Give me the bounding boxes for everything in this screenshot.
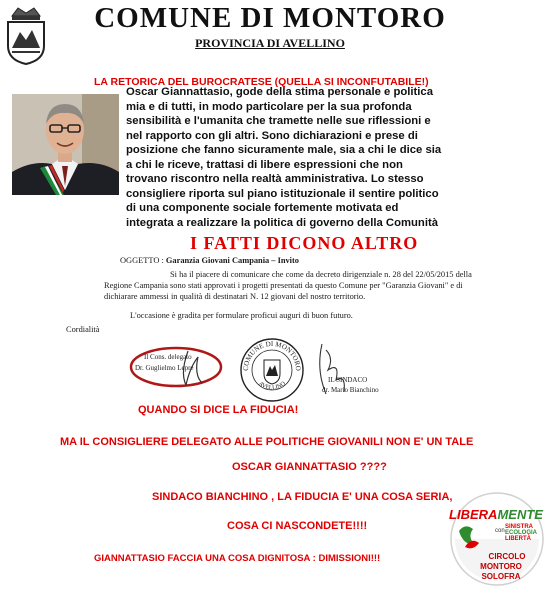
- logo-solofra: SOLOFRA: [481, 572, 521, 581]
- sindaco-label: IL SINDACO: [328, 376, 368, 384]
- comune-crest-icon: [4, 6, 48, 66]
- dimissioni-statement: GIANNATTASIO FACCIA UNA COSA DIGNITOSA : DIMISSIONI!!!: [94, 553, 381, 564]
- logo-liberta: LIBERTÀ: [505, 536, 531, 542]
- paragraph-line: consigliere riporta sul piano istituzionale il sentire politico: [126, 187, 439, 200]
- cons-delegato-label: Il Cons. delegato: [144, 353, 192, 361]
- sindaco-name: dr. Mario Bianchino: [322, 386, 379, 394]
- nascondete-statement: COSA CI NASCONDETE!!!!: [227, 520, 368, 532]
- letter-body: [104, 269, 536, 302]
- stamp-top-text: COMUNE DI MONTORO: [241, 339, 303, 372]
- subject-label: OGGETTO :: [120, 256, 164, 265]
- stamp-bottom-text: AVELLINO: [257, 380, 287, 392]
- paragraph-line: trovano riscontro nella realtà amministrativa. Lo stesso: [126, 173, 424, 185]
- letter-line: Regione Campania sono stati approvati i progetti presentati da questo Comune per "Garanzia Giovani" e di: [104, 281, 463, 290]
- oscar-statement: OSCAR GIANNATTASIO ????: [232, 461, 387, 473]
- logo-montoro: MONTORO: [480, 562, 522, 571]
- letter-line: dichiarare ammessi in qualità di destinatari N. 12 giovani del nostro territorio.: [104, 292, 366, 301]
- bianchino-statement: SINDACO BIANCHINO , LA FIDUCIA E' UNA COSA SERIA,: [152, 491, 453, 503]
- comune-stamp-icon: [236, 336, 308, 404]
- paragraph-line: nel rapporto con gli altri. Sono dichiarazioni e prese di: [126, 129, 418, 142]
- logo-ecologia: ECOLOGIA: [505, 530, 538, 536]
- consigliere-statement: MA IL CONSIGLIERE DELEGATO ALLE POLITICHE GIOVANILI NON E' UN TALE: [60, 436, 474, 448]
- letter-subject: [120, 256, 299, 265]
- fiducia-statement: QUANDO SI DICE LA FIDUCIA!: [138, 404, 299, 416]
- liberamente-logo-icon: [449, 491, 545, 587]
- logo-brand-right: MENTE: [497, 507, 543, 522]
- statement-paragraph: [126, 85, 536, 230]
- logo-brand-left: LIBERA: [449, 507, 498, 522]
- paragraph-line: di una componente sociale fortemente motivata ed: [126, 202, 399, 214]
- letter-closing: L'occasione è gradita per formulare proficui auguri di buon futuro.: [130, 311, 353, 320]
- paragraph-line: Oscar Giannattasio, gode della stima personale e politica: [126, 86, 433, 98]
- provincia-subtitle: PROVINCIA DI AVELLINO: [195, 36, 345, 50]
- paragraph-line: mia e di tutti, in modo particolare per la sua profonda: [126, 100, 412, 113]
- fatti-heading: I FATTI DICONO ALTRO: [190, 233, 419, 253]
- letter-cordialita: Cordialità: [66, 325, 100, 334]
- letter-line: Si ha il piacere di comunicare che come da decreto dirigenziale n. 28 del 22/05/2015 della: [170, 270, 472, 279]
- paragraph-line: integrata a realizzare la politica di governo della Comunità: [126, 216, 438, 229]
- paragraph-line: sensibilità e l'umanita che tramette nelle sue riflessioni e: [126, 115, 431, 127]
- logo-con: con: [495, 528, 505, 534]
- paragraph-line: posizione che fanno sicuramente male, sia a chi le dice sia: [126, 144, 442, 156]
- subject-text: Garanzia Giovani Campania – Invito: [165, 256, 299, 265]
- svg-text:COMUNE DI MONTORO: [242, 340, 302, 371]
- portrait-image: [12, 94, 119, 195]
- cons-delegato-name: Dr. Guglielmo Lepre: [135, 364, 194, 372]
- svg-text:LIBERAMENTE: [449, 507, 543, 522]
- comune-title: COMUNE DI MONTORO: [94, 2, 446, 34]
- paragraph-line: a chi le riceve, trattasi di libere espressioni che non: [126, 158, 403, 171]
- logo-sinistra: SINISTRA: [505, 524, 534, 530]
- svg-text:AVELLINO: [257, 380, 287, 391]
- retorica-heading: LA RETORICA DEL BUROCRATESE (QUELLA SI INCONFUTABILE!): [94, 76, 429, 88]
- logo-circolo: CIRCOLO: [488, 552, 526, 561]
